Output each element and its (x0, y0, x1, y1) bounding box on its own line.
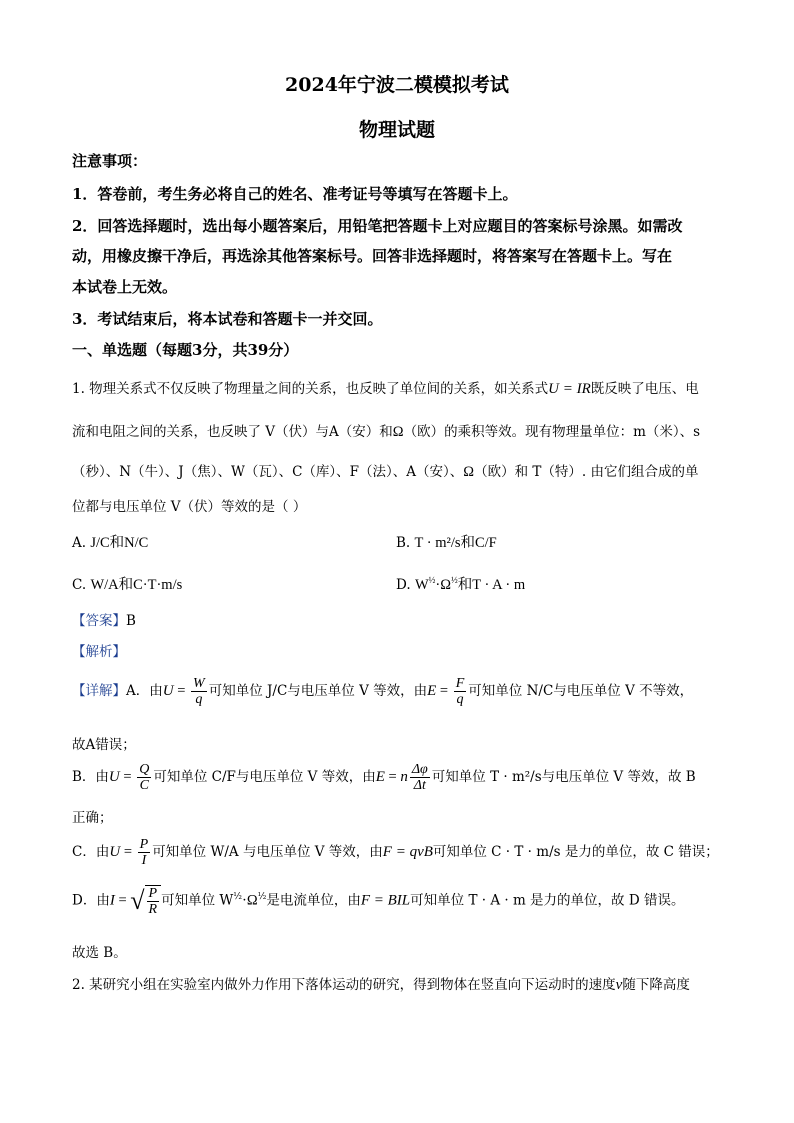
option-d-label: D. (396, 577, 411, 593)
option-b-label: B. (396, 535, 411, 551)
notice-item-2-line-2: 动，用橡皮擦干净后，再选涂其他答案标号。回答非选择题时，将答案写在答题卡上。写在 (72, 247, 673, 265)
option-a-text: J/C和N/C (90, 535, 149, 551)
notice-heading: 注意事项： (72, 152, 148, 170)
option-a-label: A. (72, 535, 87, 551)
notice-item-1: 1．答卷前，考生务必将自己的姓名、准考证号等填写在答题卡上。 (72, 185, 518, 203)
question-1-line-2 (72, 420, 700, 441)
formula-u-ir: U = IR (548, 381, 591, 397)
question-1-text: 既反映了电压、电 (590, 381, 699, 397)
detail-a-line-2: 故A错误； (72, 737, 136, 753)
fraction-q-over-c: $\frac{Q}{C}$ (139, 762, 150, 793)
detail-tag: 【详解】 (72, 683, 126, 699)
question-1-text: 1. 物理关系式不仅反映了物理量之间的关系，也反映了单位间的关系，如关系式 (72, 381, 549, 397)
answer-tag: 【答案】 (72, 613, 126, 629)
omega-symbol: Ω (463, 464, 475, 480)
fraction-p-over-i: $\frac{P}{I}$ (139, 837, 149, 868)
analysis-line (72, 640, 126, 660)
exam-title: 2024年宁波二模模拟考试 (285, 74, 509, 96)
conclusion: 故选 B。 (72, 945, 127, 961)
fraction-dphi-over-dt: $\frac{\Delta\varphi}{\Delta t}$ (411, 762, 428, 793)
option-d-text: $W^{\frac{1}{2}}\cdot\Omega^{\frac{1}{2}}$和T · A · m (414, 575, 526, 593)
detail-d-line: D．由I = √ $\frac{P}{R}$ 可知单位 $W^{\frac{1}{2}}\cdot\Omega^{\frac{1}{2}}$是电流单位，由F = BIL可知单位 T · A · m 是力的单位，故 D 错误。 (72, 886, 685, 917)
detail-b-line-2: 正确； (72, 810, 113, 826)
answer-line (72, 609, 136, 629)
question-1-text: 流和电阻之间的关系，也反映了 V（伏）与A（安）和 (72, 424, 393, 440)
option-d (396, 573, 525, 594)
option-a (72, 531, 148, 552)
analysis-tag: 【解析】 (72, 644, 126, 660)
option-b-text: T · m²/s和C/F (414, 535, 497, 551)
option-c (72, 573, 182, 594)
answer-value: B (126, 613, 136, 629)
option-b (396, 531, 497, 552)
question-1-text: （欧）和 T（特）. 由它们组合成的单 (474, 464, 699, 480)
square-root: √ $\frac{P}{R}$ (130, 885, 161, 917)
section-heading: 一、单选题（每题3分，共39分） (72, 341, 299, 359)
notice-item-3: 3．考试结束后，将本试卷和答题卡一并交回。 (72, 310, 383, 328)
question-1-text: （欧）的乘积等效。现有物理量单位：m（米）、s (403, 424, 701, 440)
question-1-line-3 (72, 460, 698, 481)
option-c-label: C. (72, 577, 87, 593)
exam-subtitle: 物理试题 (358, 119, 435, 141)
question-1-line-4: 位都与电压单位 V（伏）等效的是（ ） (72, 499, 307, 515)
question-1-text: （秒）、N（牛）、J（焦）、W（瓦）、C（库）、F（法）、A（安）、 (72, 464, 464, 480)
detail-a-line-1: 【详解】A．由U = $\frac{W}{q}$ 可知单位 J/C与电压单位 V 等效，由E = $\frac{F}{q}$ 可知单位 N/C与电压单位 V 不等效， (72, 676, 694, 707)
question-2-line-1: 2. 某研究小组在实验室内做外力作用下落体运动的研究，得到物体在竖直向下运动时的速度v随下降高度 (72, 977, 690, 993)
detail-c-line: C．由U = $\frac{P}{I}$ 可知单位 W/A 与电压单位 V 等效，由F = qvB可知单位 C · T · m/s 是力的单位，故 C 错误； (72, 837, 719, 868)
option-c-text: W/A和C·T·m/s (90, 577, 183, 593)
notice-item-2-line-3: 本试卷上无效。 (72, 278, 178, 296)
omega-symbol: Ω (392, 424, 404, 440)
fraction-w-over-q: $\frac{W}{q}$ (193, 676, 205, 707)
fraction-f-over-q: $\frac{F}{q}$ (455, 676, 465, 707)
detail-b-line-1: B．由U = $\frac{Q}{C}$ 可知单位 C/F与电压单位 V 等效，由E = n $\frac{\Delta\varphi}{\Delta t}$ 可知单位 T · m²/s与电压单位 V 等效，故 B (72, 762, 696, 793)
notice-item-2-line-1: 2．回答选择题时，选出每小题答案后，用铅笔把答题卡上对应题目的答案标号涂黑。如需改 (72, 217, 683, 235)
question-1-line-1 (72, 377, 699, 398)
